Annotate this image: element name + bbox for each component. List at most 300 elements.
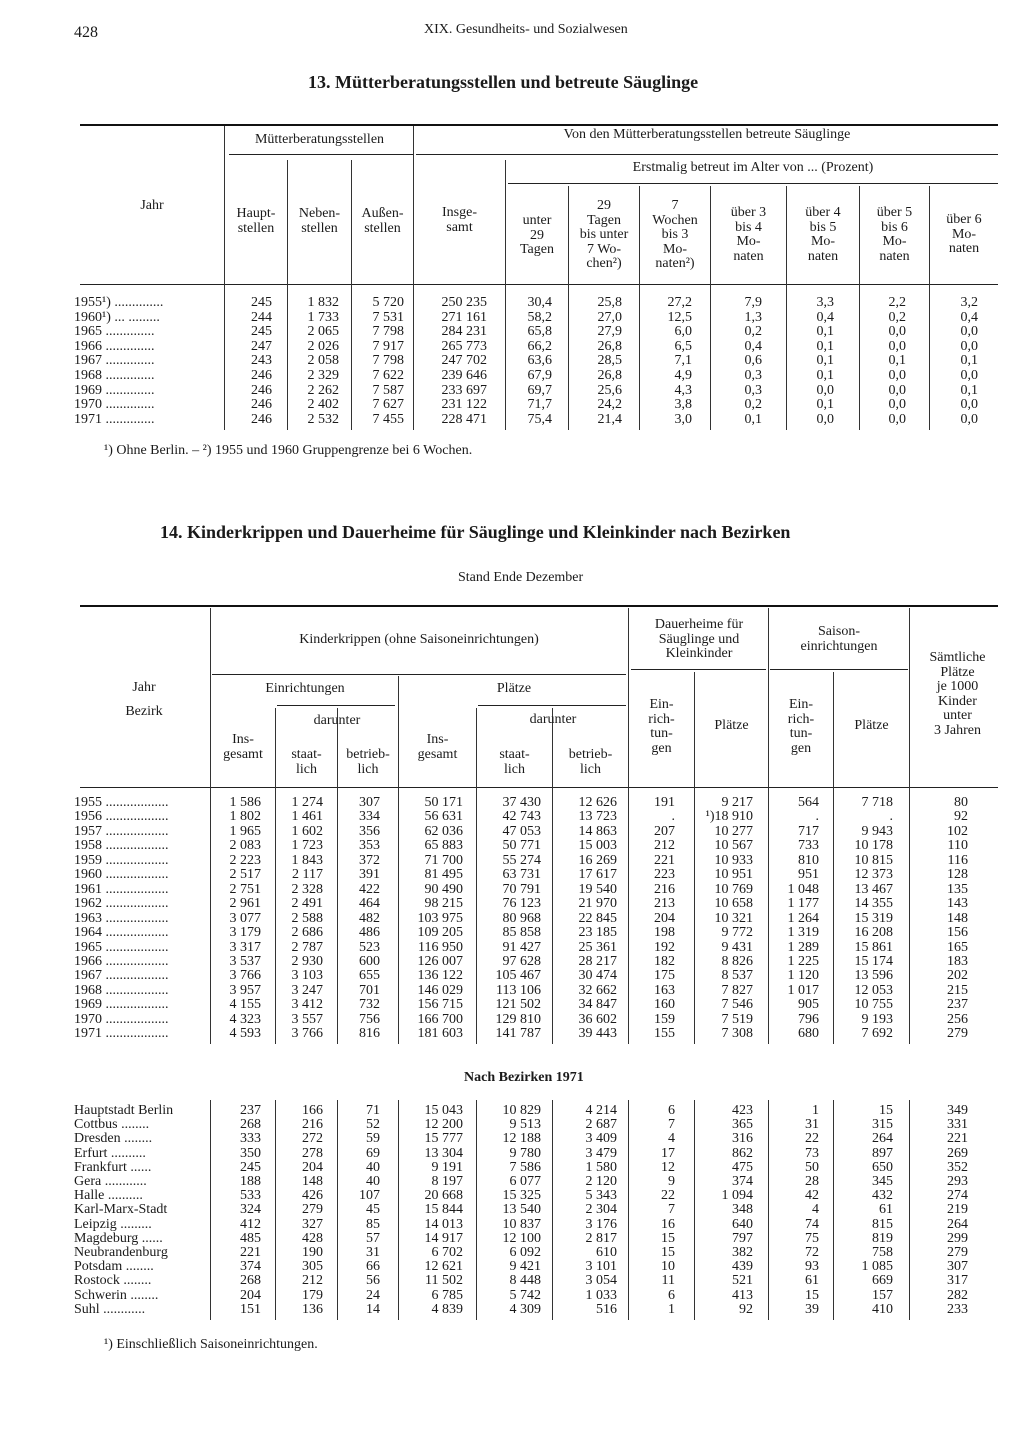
table-cell: 27,0 — [597, 309, 622, 325]
table-cell: 30 474 — [578, 968, 617, 984]
table-cell: 179 — [302, 1287, 323, 1303]
table-cell: 7 531 — [372, 309, 404, 325]
table-cell: 0,0 — [888, 411, 906, 427]
table-cell: 265 773 — [441, 338, 487, 354]
table-cell: 1 017 — [787, 982, 819, 998]
table-cell: 22 — [805, 1131, 819, 1147]
table-cell: 31 — [805, 1117, 819, 1133]
table-cell: 3 766 — [291, 1026, 323, 1042]
table-cell: 3 247 — [291, 982, 323, 998]
table-cell: 204 — [654, 910, 675, 926]
table-cell: 6 — [668, 1103, 675, 1118]
table-cell: 5 343 — [585, 1188, 617, 1204]
table-cell: 7 546 — [721, 997, 753, 1013]
table-row: Halle .......... — [74, 1188, 143, 1204]
table-cell: 1,3 — [744, 309, 762, 325]
table-cell: 372 — [359, 852, 380, 868]
table-cell: 40 — [366, 1174, 380, 1190]
table-cell: 3 537 — [229, 953, 261, 969]
table-cell: 17 — [661, 1145, 675, 1161]
data-column — [682, 296, 762, 427]
table-cell: 32 662 — [578, 982, 617, 998]
table-cell: 279 — [947, 1245, 968, 1261]
table-cell: 4 155 — [229, 997, 261, 1013]
table-cell: 256 — [947, 1011, 968, 1027]
table-cell: 2 817 — [585, 1230, 617, 1246]
t14-sub-plaetze: Plätze — [496, 681, 532, 696]
table-cell: 2 517 — [229, 867, 261, 883]
table14-subtitle: Stand Ende Dezember — [458, 570, 584, 585]
table-cell: 897 — [872, 1145, 893, 1161]
t14-sub-einr: Einrichtungen — [265, 681, 345, 696]
table-cell: 2 262 — [307, 382, 339, 398]
table-cell: 25 361 — [578, 939, 617, 955]
data-column — [324, 296, 404, 427]
table-cell: 7 586 — [509, 1159, 541, 1175]
table-row: Hauptstadt Berlin — [74, 1104, 174, 1118]
table-cell: 16 208 — [854, 925, 893, 941]
table-cell: 15 844 — [424, 1202, 463, 1218]
table-cell: 34 847 — [578, 997, 617, 1013]
table-cell: 279 — [947, 1026, 968, 1042]
table13-footnote: ¹) Ohne Berlin. – ²) 1955 und 1960 Gruppengrenze bei 6 Wochen. — [104, 443, 473, 458]
table-cell: 15 777 — [424, 1131, 463, 1147]
table-cell: 7 627 — [372, 397, 404, 413]
table-cell: 353 — [359, 838, 380, 854]
t14-bezirk-heading: Nach Bezirken 1971 — [464, 1070, 584, 1085]
table-cell: 9 421 — [509, 1259, 541, 1275]
table-cell: 76 123 — [502, 896, 541, 912]
table-cell: 15 174 — [854, 953, 893, 969]
table-cell: 1 965 — [229, 823, 261, 839]
table-cell: 10 178 — [854, 838, 893, 854]
t14-col-einr-dauer: Ein- rich- tun- gen — [648, 697, 675, 756]
table-cell: 12 188 — [502, 1131, 541, 1147]
table-cell: 756 — [359, 1011, 380, 1027]
table-cell: 93 — [805, 1259, 819, 1275]
table-cell: 3 557 — [291, 1011, 323, 1027]
table-cell: 126 007 — [417, 953, 463, 969]
table-cell: 155 — [654, 1026, 675, 1042]
table-cell: 7 455 — [372, 411, 404, 427]
table-cell: 7 308 — [721, 1026, 753, 1042]
table-cell: 15 — [661, 1230, 675, 1246]
table-row: 1961 .................. — [74, 881, 169, 897]
table-cell: 432 — [872, 1188, 893, 1204]
table-cell: 428 — [302, 1230, 323, 1246]
table-cell: 2 223 — [229, 852, 261, 868]
table-cell: 279 — [302, 1202, 323, 1218]
table-cell: 264 — [947, 1216, 968, 1232]
t14-col-pl-saison: Plätze — [854, 718, 889, 733]
table-cell: 231 122 — [441, 397, 487, 413]
table-cell: 69 — [366, 1145, 380, 1161]
t13-col-7wochen: 7 Wochen bis 3 Mo- naten²) — [652, 198, 698, 271]
table-cell: 221 — [654, 852, 675, 868]
table-cell: 12 200 — [424, 1117, 463, 1133]
t14-col-einr-saison: Ein- rich- tun- gen — [787, 697, 815, 756]
table-cell: 105 467 — [495, 968, 541, 984]
table-cell: 110 — [947, 838, 968, 854]
table-cell: 221 — [240, 1245, 261, 1261]
table-cell: 69,7 — [527, 382, 552, 398]
table-cell: 16 — [661, 1216, 675, 1232]
table-cell: 135 — [947, 881, 968, 897]
table-cell: 213 — [654, 896, 675, 912]
table-row: 1967 .................. — [74, 968, 169, 984]
table-cell: 564 — [798, 795, 819, 810]
table-cell: 15 043 — [424, 1103, 463, 1118]
table-cell: 28 217 — [578, 953, 617, 969]
table-cell: 10 — [661, 1259, 675, 1275]
table-row: 1970 .................. — [74, 1011, 169, 1027]
table-cell: 2 532 — [307, 411, 339, 427]
table-cell: 264 — [872, 1131, 893, 1147]
table-row: 1969 .............. — [74, 382, 155, 398]
table-cell: 9 431 — [721, 939, 753, 955]
table-cell: 345 — [872, 1174, 893, 1190]
table-cell: 669 — [872, 1273, 893, 1289]
table-cell: 905 — [798, 997, 819, 1013]
table-cell: 316 — [732, 1131, 753, 1147]
t13-col-jahr: Jahr — [140, 198, 164, 213]
table-cell: 204 — [302, 1159, 323, 1175]
table-cell: 2 686 — [291, 925, 323, 941]
table-cell: 7 917 — [372, 338, 404, 354]
table-cell: 1 048 — [787, 881, 819, 897]
table-cell: 221 — [947, 1131, 968, 1147]
table-cell: 204 — [240, 1287, 261, 1303]
table-cell: 4 309 — [509, 1301, 541, 1317]
table-cell: 12,5 — [667, 309, 692, 325]
table-cell: 3 179 — [229, 925, 261, 941]
table-cell: 13 723 — [578, 809, 617, 825]
table-cell: 6 — [668, 1287, 675, 1303]
table-cell: 0,1 — [960, 382, 978, 398]
table-row: 1971 .............. — [74, 411, 155, 427]
t13-subgroup: Erstmalig betreut im Alter von ... (Prozent) — [632, 160, 874, 175]
table-cell: 3 054 — [585, 1273, 617, 1289]
table-cell: 80 — [954, 795, 968, 810]
table-cell: 1 580 — [585, 1159, 617, 1175]
table-cell: 0,4 — [744, 338, 762, 354]
table-cell: 10 815 — [854, 852, 893, 868]
table-cell: 181 603 — [417, 1026, 463, 1042]
table-cell: 146 029 — [417, 982, 463, 998]
table-cell: 247 702 — [441, 353, 487, 369]
data-column — [472, 296, 552, 427]
table-cell: 239 646 — [441, 367, 487, 383]
data-column — [612, 296, 692, 427]
table-cell: 243 — [251, 353, 272, 369]
table-cell: 2 083 — [229, 838, 261, 854]
table-cell: 17 617 — [578, 867, 617, 883]
table-cell: 62 036 — [424, 823, 463, 839]
t13-col-ueber4: über 4 bis 5 Mo- naten — [805, 205, 841, 264]
table-cell: 1 264 — [787, 910, 819, 926]
table-cell: 11 — [661, 1273, 675, 1289]
table-cell: 98 215 — [424, 896, 463, 912]
table-cell: 19 540 — [578, 881, 617, 897]
table-cell: 3 101 — [585, 1259, 617, 1275]
table-cell: 56 631 — [424, 809, 463, 825]
table-cell: 165 — [947, 939, 968, 955]
data-column — [585, 796, 675, 1042]
table-cell: 0,4 — [960, 309, 978, 325]
table-cell: 819 — [872, 1230, 893, 1246]
table-cell: 4,3 — [674, 382, 692, 398]
table-cell: 422 — [359, 881, 380, 897]
table-cell: 951 — [798, 867, 819, 883]
table-cell: 7 718 — [861, 795, 893, 810]
t14-col-bezirk: Bezirk — [125, 704, 163, 719]
data-column — [373, 796, 463, 1042]
table-cell: 9 772 — [721, 925, 753, 941]
table-cell: 65,8 — [527, 324, 552, 340]
table-cell: 113 106 — [496, 982, 541, 998]
table-cell: 1 319 — [787, 925, 819, 941]
table-cell: 2,2 — [888, 295, 906, 310]
table-cell: 2 930 — [291, 953, 323, 969]
table-cell: 37 430 — [502, 795, 541, 810]
table-cell: 5 742 — [509, 1287, 541, 1303]
table-cell: 464 — [359, 896, 380, 912]
table-cell: 0,3 — [744, 382, 762, 398]
table-cell: 423 — [732, 1103, 753, 1118]
page-number: 428 — [74, 24, 98, 41]
table-cell: 315 — [872, 1117, 893, 1133]
table-row: 1968 .................. — [74, 982, 169, 998]
table-cell: 1 723 — [291, 838, 323, 854]
table-cell: 268 — [240, 1273, 261, 1289]
table-row: Frankfurt ...... — [74, 1159, 152, 1175]
table-cell: 244 — [251, 309, 272, 325]
table-cell: 10 837 — [502, 1216, 541, 1232]
table-cell: 1 120 — [787, 968, 819, 984]
table-cell: 334 — [359, 809, 380, 825]
table-cell: 233 697 — [441, 382, 487, 398]
table-cell: 8 197 — [431, 1174, 463, 1190]
table-cell: 75 — [805, 1230, 819, 1246]
table-cell: 9 513 — [509, 1117, 541, 1133]
table-cell: 796 — [798, 1011, 819, 1027]
table-cell: 219 — [947, 1202, 968, 1218]
table-cell: 27,2 — [667, 295, 692, 310]
table-cell: 0,0 — [960, 367, 978, 383]
table-cell: 65 883 — [424, 838, 463, 854]
table-row: 1960 .................. — [74, 867, 169, 883]
table-cell: 0,0 — [960, 338, 978, 354]
table-cell: 268 — [240, 1117, 261, 1133]
table-cell: 391 — [359, 867, 380, 883]
table-cell: 600 — [359, 953, 380, 969]
table-cell: 31 — [366, 1245, 380, 1261]
table-cell: 9 — [668, 1174, 675, 1190]
table-cell: 650 — [872, 1159, 893, 1175]
table-cell: 3,0 — [674, 411, 692, 427]
table-cell: 1 094 — [721, 1188, 753, 1204]
table-cell: 26,8 — [597, 338, 622, 354]
table-cell: 352 — [947, 1159, 968, 1175]
table-cell: 166 700 — [417, 1011, 463, 1027]
table-cell: 6 702 — [431, 1245, 463, 1261]
table-cell: 374 — [240, 1259, 261, 1275]
table-row: 1964 .................. — [74, 925, 169, 941]
table-cell: 4 323 — [229, 1011, 261, 1027]
table-cell: 426 — [302, 1188, 323, 1204]
table-row: Gera ............ — [74, 1174, 147, 1190]
table-cell: 10 567 — [714, 838, 753, 854]
table-cell: 1 802 — [229, 809, 261, 825]
table-cell: 0,1 — [816, 324, 834, 340]
table-cell: 175 — [654, 968, 675, 984]
table-row: 1967 .............. — [74, 353, 155, 369]
table-cell: 2 120 — [585, 1174, 617, 1190]
table-cell: 0,0 — [960, 324, 978, 340]
table-cell: 109 205 — [417, 925, 463, 941]
t13-col-ueber6: über 6 Mo- naten — [946, 212, 982, 256]
table-row: 1955 .................. — [74, 796, 169, 810]
table-cell: 157 — [872, 1287, 893, 1303]
table-cell: 50 — [805, 1159, 819, 1175]
table-cell: 9 191 — [431, 1159, 463, 1175]
table-cell: 143 — [947, 896, 968, 912]
data-column — [585, 1104, 675, 1317]
table-cell: 9 217 — [721, 795, 753, 810]
table-cell: 523 — [359, 939, 380, 955]
table-cell: 271 161 — [441, 309, 487, 325]
table-cell: 183 — [947, 953, 968, 969]
table-cell: 1 586 — [229, 795, 261, 810]
table-cell: 1 033 — [585, 1287, 617, 1303]
table-cell: . — [815, 809, 819, 825]
table-cell: 26,8 — [597, 367, 622, 383]
table-cell: 25,8 — [597, 295, 622, 310]
table-cell: 382 — [732, 1245, 753, 1261]
table-cell: 63,6 — [527, 353, 552, 369]
table-cell: 207 — [654, 823, 675, 839]
table-cell: 797 — [732, 1230, 753, 1246]
t14-col-staatl-einr: staat- lich — [291, 747, 322, 777]
table-cell: 121 502 — [495, 997, 541, 1013]
table-cell: 482 — [359, 910, 380, 926]
table-cell: 6,0 — [674, 324, 692, 340]
table-cell: 0,0 — [888, 338, 906, 354]
table-cell: 272 — [302, 1131, 323, 1147]
table-cell: 50 171 — [424, 795, 463, 810]
t14-col-staatl-pl: staat- lich — [499, 747, 530, 777]
table-cell: 74 — [805, 1216, 819, 1232]
t13-col-insg: Insge- samt — [442, 205, 477, 235]
table-cell: 61 — [805, 1273, 819, 1289]
table-cell: 1 832 — [307, 295, 339, 310]
chapter-header: XIX. Gesundheits- und Sozialwesen — [424, 22, 628, 37]
table-row: 1966 .............. — [74, 338, 155, 354]
table-cell: 27,9 — [597, 324, 622, 340]
t14-col-pl-dauer: Plätze — [714, 718, 749, 733]
table-row: 1958 .................. — [74, 838, 169, 854]
table-cell: 0,1 — [816, 397, 834, 413]
table-cell: 0,2 — [744, 397, 762, 413]
table-cell: 160 — [654, 997, 675, 1013]
table-cell: 42 — [805, 1188, 819, 1204]
table-cell: 55 274 — [502, 852, 541, 868]
table-cell: 42 743 — [502, 809, 541, 825]
t14-col-insg-pl: Ins- gesamt — [417, 732, 458, 762]
table-cell: 25,6 — [597, 382, 622, 398]
table-cell: 72 — [805, 1245, 819, 1261]
table-cell: 0,0 — [888, 324, 906, 340]
table-cell: 16 269 — [578, 852, 617, 868]
t14-col-betr-pl: betrieb- lich — [568, 747, 613, 777]
table-row: 1971 .................. — [74, 1026, 169, 1042]
table-cell: 0,1 — [816, 353, 834, 369]
data-column — [826, 296, 906, 427]
table-row: 1969 .................. — [74, 997, 169, 1013]
table-cell: 2 328 — [291, 881, 323, 897]
table-cell: 92 — [739, 1301, 753, 1317]
table-cell: 2 065 — [307, 324, 339, 340]
table-cell: 1 289 — [787, 939, 819, 955]
table-cell: 5 720 — [372, 295, 404, 310]
table-cell: 307 — [359, 795, 380, 810]
table-cell: 6 092 — [509, 1245, 541, 1261]
table-cell: 640 — [732, 1216, 753, 1232]
table-cell: 3 957 — [229, 982, 261, 998]
table-cell: 486 — [359, 925, 380, 941]
table-cell: 10 769 — [714, 881, 753, 897]
table-cell: 3 409 — [585, 1131, 617, 1147]
table-cell: 28,5 — [597, 353, 622, 369]
table-cell: 3 077 — [229, 910, 261, 926]
table-cell: 350 — [240, 1145, 261, 1161]
table-cell: 247 — [251, 338, 272, 354]
table-cell: 733 — [798, 838, 819, 854]
table-row: 1956 .................. — [74, 809, 169, 825]
table-cell: 732 — [359, 997, 380, 1013]
table-cell: 163 — [654, 982, 675, 998]
table-cell: 10 755 — [854, 997, 893, 1013]
table-row: Leipzig ......... — [74, 1216, 152, 1232]
table-cell: 202 — [947, 968, 968, 984]
table-cell: 91 427 — [502, 939, 541, 955]
table-cell: 63 731 — [502, 867, 541, 883]
table-cell: 10 658 — [714, 896, 753, 912]
table-cell: 8 826 — [721, 953, 753, 969]
table-cell: 610 — [596, 1245, 617, 1261]
table-cell: 12 053 — [854, 982, 893, 998]
table-cell: 10 277 — [714, 823, 753, 839]
table-cell: 10 951 — [714, 867, 753, 883]
table-cell: 0,1 — [888, 353, 906, 369]
table-cell: 129 810 — [495, 1011, 541, 1027]
data-column — [373, 1104, 463, 1317]
table-cell: 12 100 — [502, 1230, 541, 1246]
table-cell: 70 791 — [502, 881, 541, 897]
table-row: Potsdam ........ — [74, 1259, 154, 1275]
table-cell: 1 461 — [291, 809, 323, 825]
table-cell: 2 117 — [292, 867, 323, 883]
table-cell: 90 490 — [424, 881, 463, 897]
table-cell: 246 — [251, 367, 272, 383]
table-cell: 15 — [879, 1103, 893, 1118]
table-cell: 20 668 — [424, 1188, 463, 1204]
table-cell: 12 — [661, 1159, 675, 1175]
table-cell: 3 412 — [291, 997, 323, 1013]
t14-group-dauer: Dauerheime für Säuglinge und Kleinkinder — [654, 617, 744, 661]
table-cell: 233 — [947, 1301, 968, 1317]
table-cell: 1 843 — [291, 852, 323, 868]
